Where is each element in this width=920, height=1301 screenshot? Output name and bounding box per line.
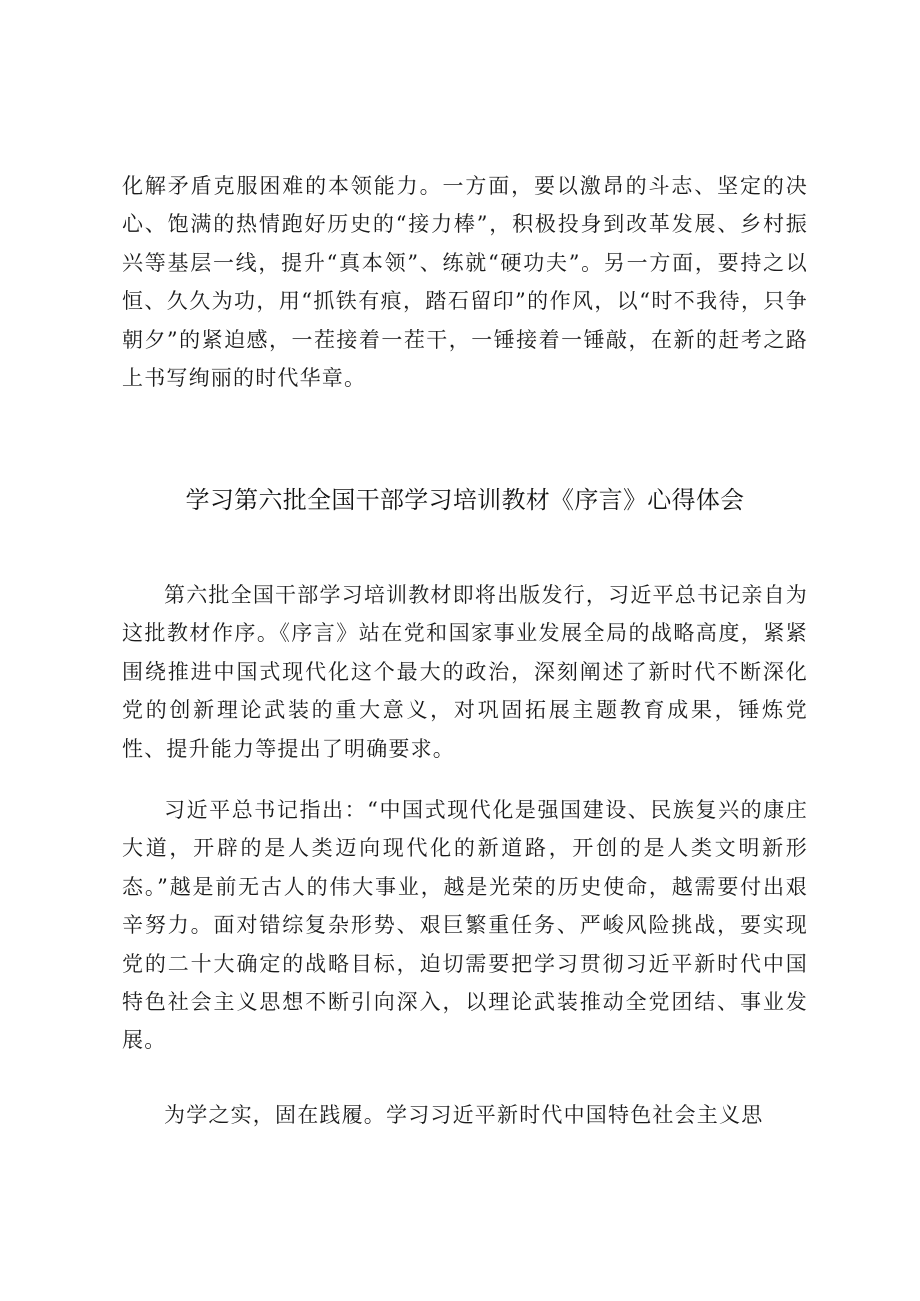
continuation-paragraph: 化解矛盾克服困难的本领能力。一方面，要以激昂的斗志、坚定的决心、饱满的热情跑好历史的“接力棒”，积极投身到改革发展、乡村振兴等基层一线，提升“真本领”、练就“硬功夫”。另一方面，要持之以恒、久久为功，用“抓铁有痕，踏石留印”的作风，以“时不我待，只争朝夕”的紧迫感，一茬接着一茬干，一锤接着一锤敲，在新的赶考之路上书写绚丽的时代华章。 <box>122 174 808 391</box>
document-title: 学习第六批全国干部学习培训教材《序言》心得体会 <box>185 486 745 514</box>
body-paragraph-3: 为学之实，固在践履。学习习近平新时代中国特色社会主义思 <box>164 1103 764 1127</box>
body-paragraph-2: 习近平总书记指出：“中国式现代化是强国建设、民族复兴的康庄大道，开辟的是人类迈向现代化的新道路，开创的是人类文明新形态。”越是前无古人的伟大事业，越是光荣的历史使命，越需要付出艰辛努力。面对错综复杂形势、艰巨繁重任务、严峻风险挑战，要实现党的二十大确定的战略目标，迫切需要把学习贯彻习近平新时代中国特色社会主义思想不断引向深入，以理论武装推动全党团结、事业发展。 <box>122 798 808 1053</box>
body-paragraph-1: 第六批全国干部学习培训教材即将出版发行，习近平总书记亲自为这批教材作序。《序言》站在党和国家事业发展全局的战略高度，紧紧围绕推进中国式现代化这个最大的政治，深刻阐述了新时代不断深化党的创新理论武装的重大意义，对巩固拓展主题教育成果，锤炼党性、提升能力等提出了明确要求。 <box>122 583 808 761</box>
